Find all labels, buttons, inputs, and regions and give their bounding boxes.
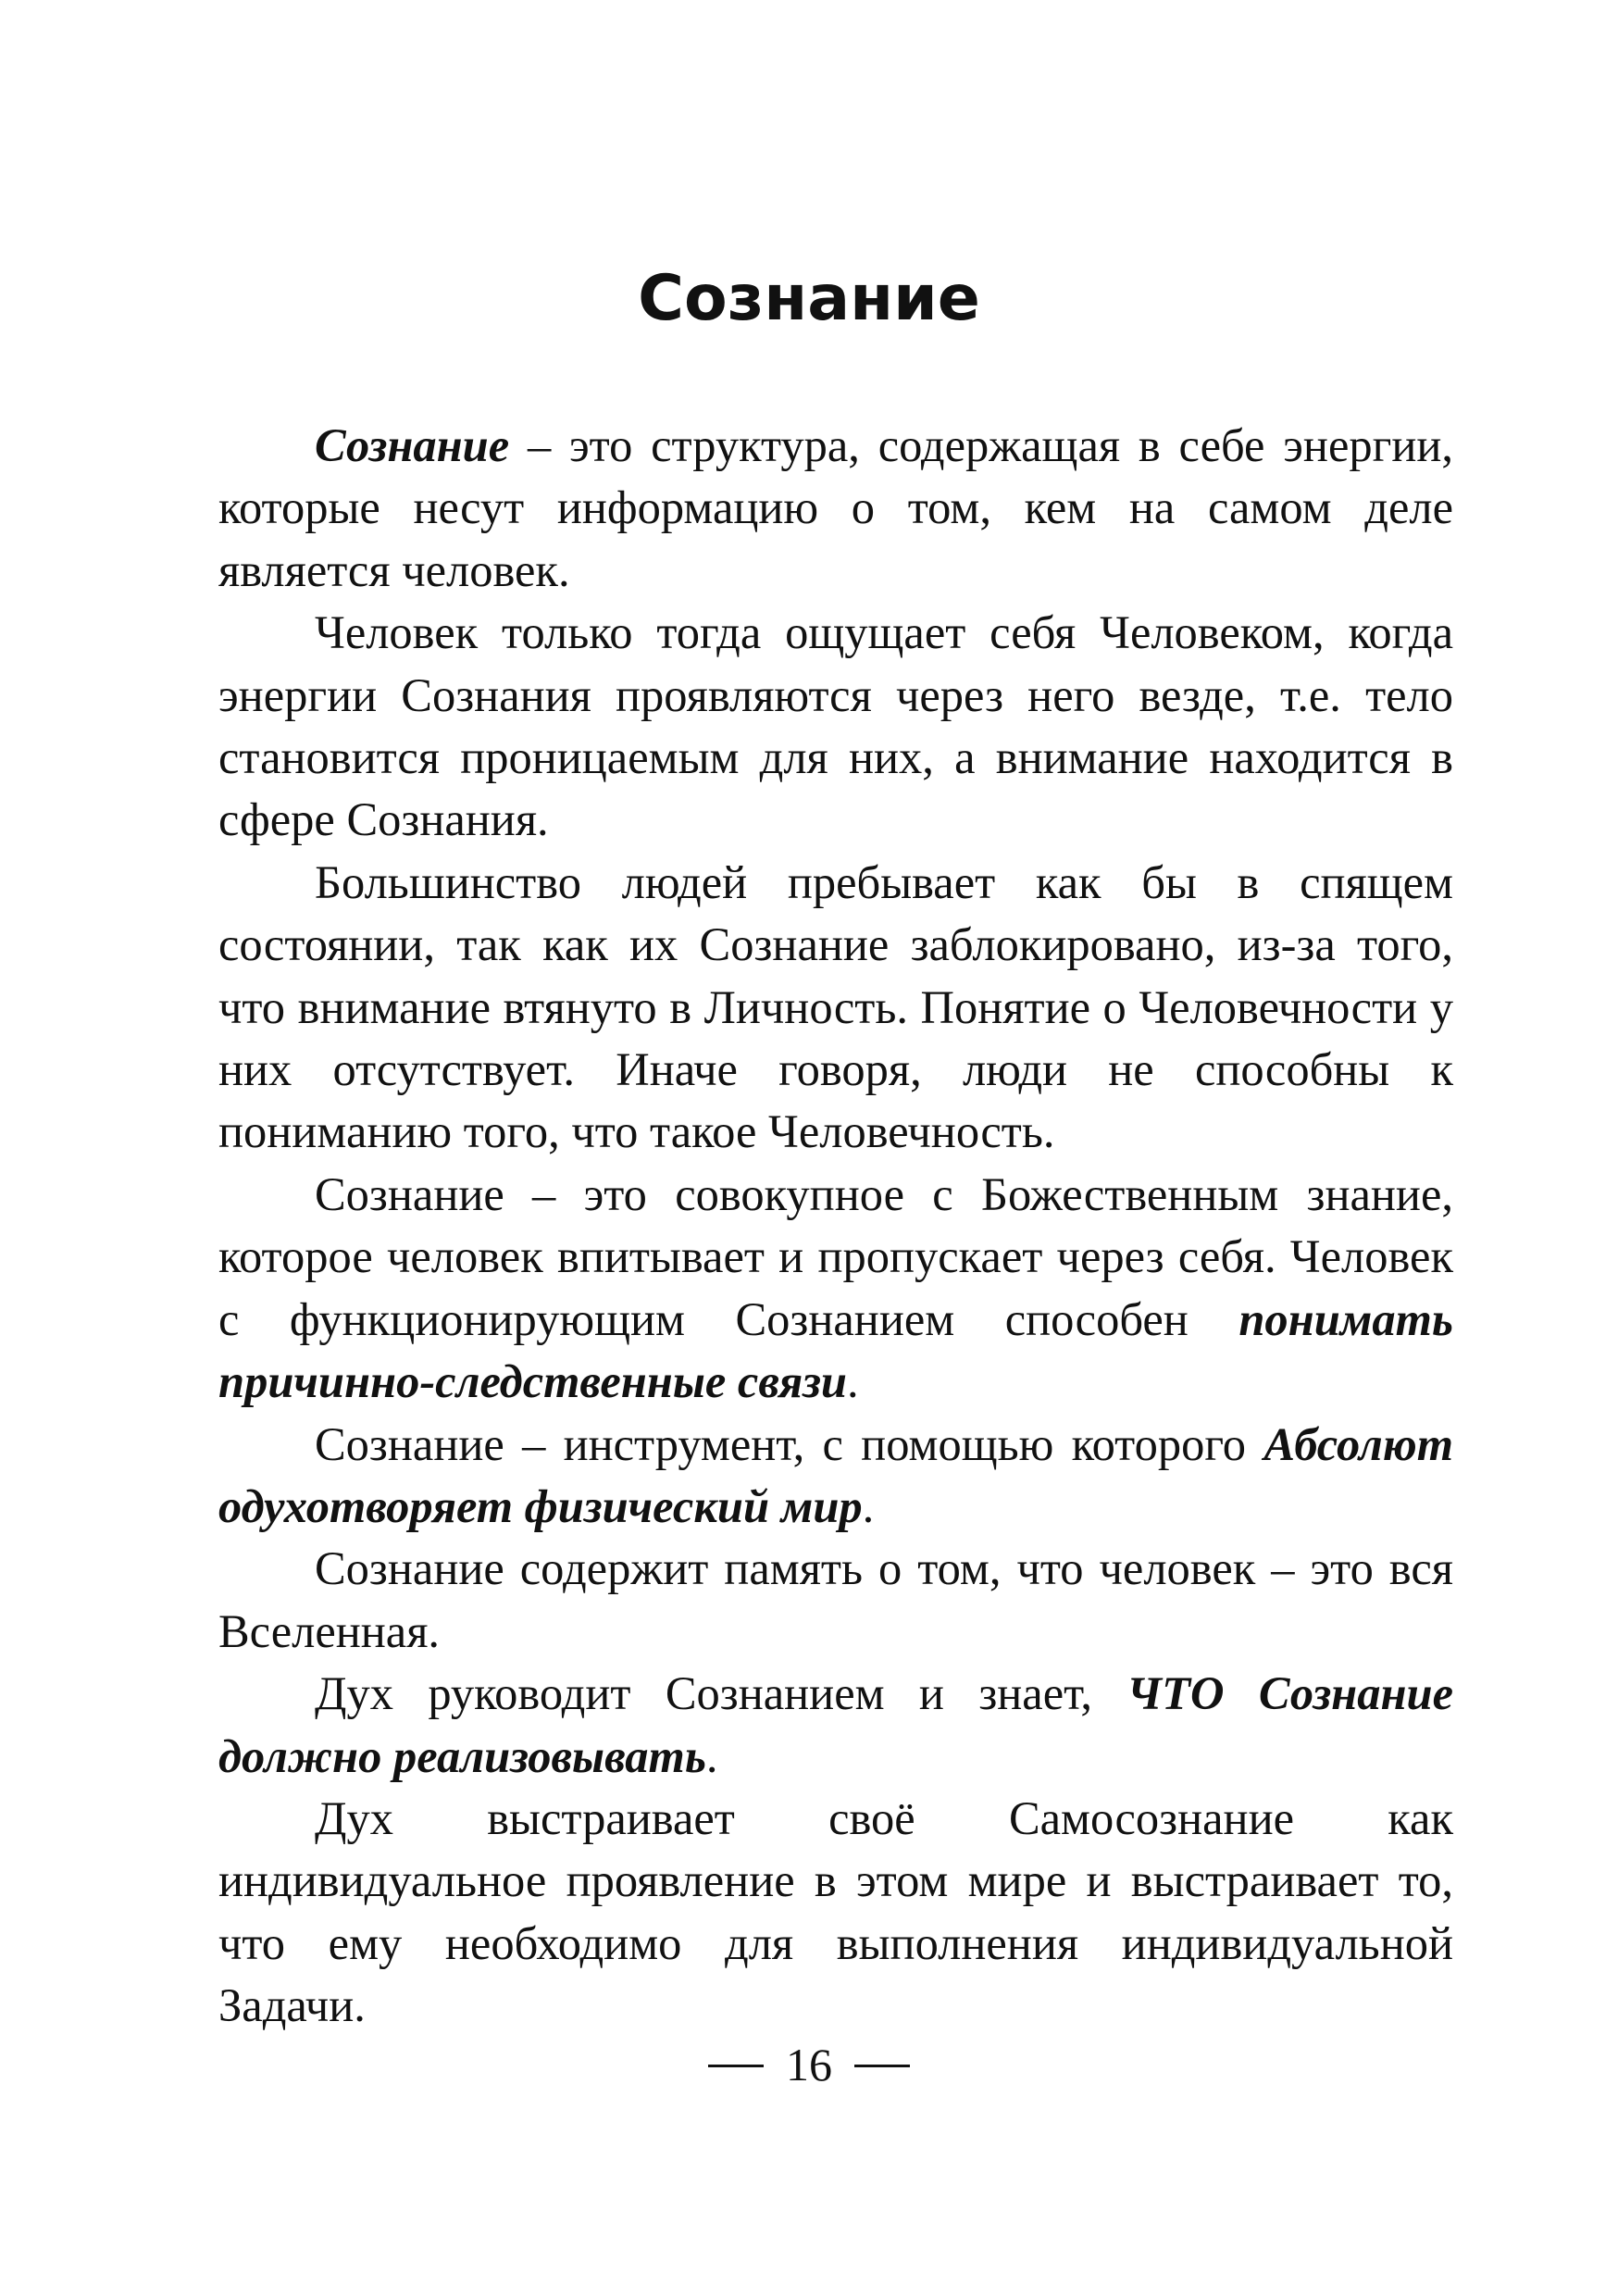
paragraph-instrument bbox=[218, 1414, 1453, 1539]
emphasis-text: Абсолют одухотворяет физический мир bbox=[218, 1417, 1453, 1532]
left-dash bbox=[708, 2065, 764, 2067]
paragraph-self-consciousness: Дух выстраивает своё Самосознание как индивидуальное проявление в этом мире и выстраивает то, что ему необходимо для выполнения индивидуальной Задачи. bbox=[218, 1791, 1453, 2032]
emphasis-text: ЧТО Сознание должно реализовывать bbox=[218, 1667, 1453, 1782]
paragraph-text: Дух руководит Сознанием и знает, bbox=[315, 1667, 1127, 1720]
paragraph-majority: Большинство людей пребывает как бы в спящем состоянии, так как их Сознание заблокировано, из-за того, что внимание втянуто в Личность. Понятие о Человечности у них отсутствует. Иначе говоря, люди не способны к пониманию того, что такое Человечность. bbox=[218, 855, 1453, 1158]
page-footer bbox=[0, 2037, 1618, 2092]
page-number: 16 bbox=[786, 2039, 832, 2090]
paragraph-human: Человек только тогда ощущает себя Человеком, когда энергии Сознания проявляются через него везде, т.е. тело становится проницаемым для них, а внимание находится в сфере Сознания. bbox=[218, 606, 1453, 846]
paragraph-text-end: . bbox=[705, 1729, 718, 1782]
body-text bbox=[218, 415, 1453, 2038]
paragraph-text-end: . bbox=[862, 1479, 875, 1532]
chapter-title: Сознание bbox=[638, 262, 980, 335]
paragraph-text: Сознание – это совокупное с Божественным знание, которое человек впитывает и пропускает через себя. Человек с функционирующим Сознанием способен bbox=[218, 1167, 1453, 1345]
emphasis-text: понимать причинно-следственные связи bbox=[218, 1292, 1453, 1408]
right-dash bbox=[854, 2065, 910, 2067]
paragraph-text-end: . bbox=[847, 1355, 859, 1408]
paragraph-definition bbox=[218, 415, 1453, 602]
paragraph-text: Сознание – инструмент, с помощью которого bbox=[315, 1417, 1264, 1470]
definition-text: – это структура, содержащая в себе энергии, которые несут информацию о том, кем на самом деле является человек. bbox=[218, 419, 1453, 596]
paragraph-memory: Сознание содержит память о том, что человек – это вся Вселенная. bbox=[218, 1542, 1453, 1657]
defined-term: Сознание bbox=[315, 419, 510, 471]
paragraph-spirit bbox=[218, 1663, 1453, 1788]
paragraph-knowledge bbox=[218, 1164, 1453, 1414]
